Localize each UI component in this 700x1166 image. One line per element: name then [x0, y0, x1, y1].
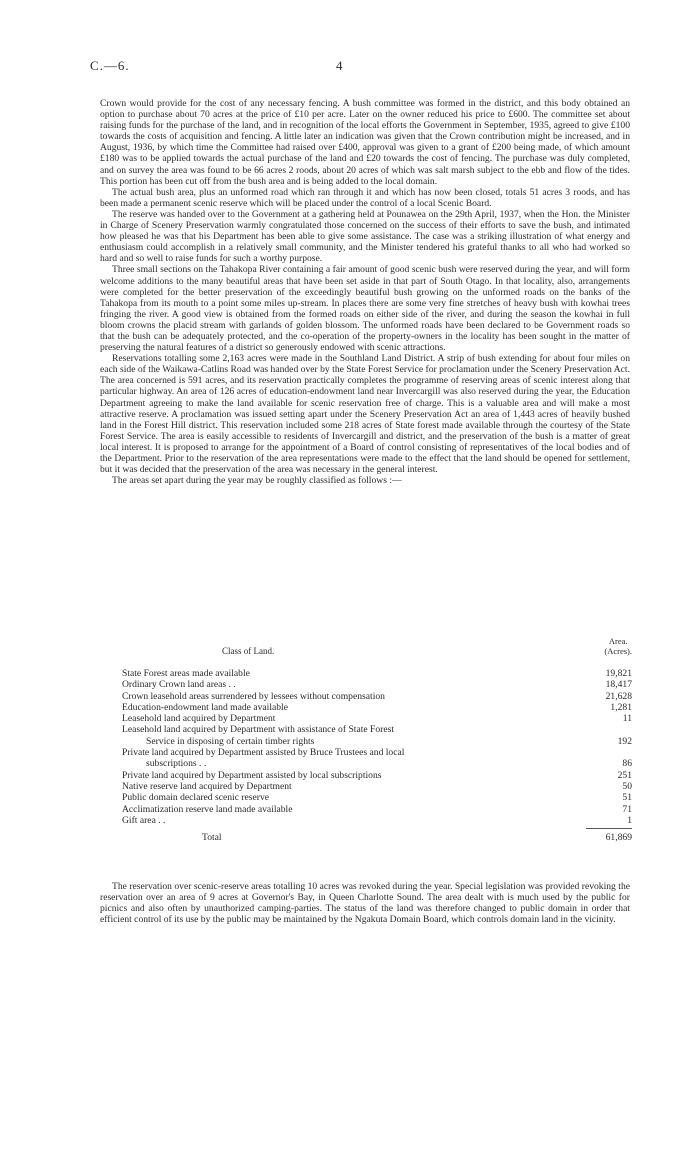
document-reference: C.—6. — [90, 58, 130, 73]
land-class-text: Private land acquired by Department assisted by Bruce Trustees and local — [122, 747, 405, 759]
land-class-text: Crown leasehold areas surrendered by lessees without compensation — [122, 690, 385, 702]
table-row — [122, 815, 632, 826]
area-value: 51 — [622, 792, 632, 804]
area-value: 18,417 — [605, 679, 632, 691]
table-row — [122, 804, 632, 815]
page-number: 4 — [336, 58, 343, 73]
land-class-text-continued: subscriptions . . — [146, 758, 207, 770]
paragraph-1: Crown would provide for the cost of any necessary fencing. A bush committee was formed in the district, and this body obtained an option to purchase about 70 acres at the price of £10 per acre. Later on the owner reduced his price to £600. The committee set about raising funds for the purchase of the land, and in recognition of the local efforts the Government in September, 1935, agreed to give £100 towards the costs of acquisition and fencing. A little later an indication was given that the Crown contribution might be increased, and in August, 1936, by which time the Committee had raised over £400, approval was given to a grant of £200 being made, of which amount £180 was to be applied towards the actual purchase of the land and £20 towards the cost of fencing. The purchase was duly completed, and on survey the area was found to be 66 acres 2 roods, about 20 acres of which was salt marsh subject to the ebb and flow of the tides. This portion has been cut off from the bush area and is being added to the local domain. — [100, 98, 630, 187]
area-value: 71 — [622, 803, 632, 815]
land-class-text: Public domain declared scenic reserve — [122, 792, 270, 804]
land-class-label — [122, 679, 236, 690]
area-value: 1,281 — [610, 701, 632, 713]
table-rows — [122, 668, 632, 826]
table-row — [122, 724, 632, 747]
land-class-label — [122, 691, 385, 702]
land-class-text: Native reserve land acquired by Department — [122, 780, 292, 792]
area-heading-unit: (Acres). — [604, 645, 632, 656]
table-row — [122, 668, 632, 679]
land-class-label — [122, 713, 275, 724]
paragraph-5: Reservations totalling some 2,163 acres were made in the Southland Land District. A strip of bush extending for about four miles on each side of the Waikawa-Catlins Road was handed over by the State Forest Service for proclamation under the Scenery Preservation Act. The area concerned is 591 acres, and its reservation practically completes the programme of reserving areas of scenic interest along that particular highway. An area of 126 acres of education-endowment land near Invercargill was also reserved during the year, the Education Department agreeing to make the land available for scenic reservation free of charge. This is a valuable area and will make a most attractive reserve. A proclamation was issued setting apart under the Scenery Preservation Act an area of 1,443 acres of heavily bushed land in the Forest Hill district. This reservation included some 218 acres of State forest made available through the courtesy of the State Forest Service. The area is easily accessible to residents of Invercargill and district, and the preservation of the bush is a matter of great local interest. It is proposed to arrange for the appointment of a Board of control consisting of representatives of the local bodies and of the Department. Prior to the reservation of the area representations were made to the effect that the land should be opened for settlement, but it was decided that the preservation of the area was necessary in the general interest. — [100, 353, 630, 476]
area-value: 19,821 — [605, 668, 632, 679]
total-row — [122, 832, 632, 843]
body-text — [100, 98, 630, 486]
land-class-text-continued: Service in disposing of certain timber rights — [146, 735, 315, 747]
land-classification-table — [122, 636, 632, 844]
total-label: Total — [202, 832, 222, 844]
table-row — [122, 792, 632, 803]
table-row — [122, 747, 632, 770]
area-heading-label: Area. — [608, 636, 628, 646]
table-row — [122, 713, 632, 724]
area-value: 251 — [617, 769, 632, 781]
area-value: 1 — [627, 814, 632, 826]
table-header — [122, 636, 632, 668]
area-value: 192 — [617, 735, 632, 747]
area-value: 21,628 — [605, 690, 632, 702]
paragraph-2: The actual bush area, plus an unformed road which ran through it and which has now been closed, totals 51 acres 3 roods, and has been made a permanent scenic reserve which will be placed under the control of a local Scenic Board. — [100, 186, 630, 209]
closing-paragraph: The reservation over scenic-reserve areas totalling 10 acres was revoked during the year. Special legislation was provided revoking the reservation over an area of 9 acres at Governor's Bay, in Queen Charlotte Sound. The area dealt with is much used by the public for picnics and also often by unauthorized camping-parties. The status of the land was therefore changed to public domain in order that efficient control of its use by the public may be maintained by the Ngakuta Domain Board, which controls domain land in the vicinity. — [100, 881, 630, 926]
land-class-label — [122, 724, 527, 746]
land-class-text: Leasehold land acquired by Department — [122, 713, 276, 725]
table-row — [122, 702, 632, 713]
land-class-label — [122, 668, 250, 679]
land-class-text: Ordinary Crown land areas . . — [122, 679, 236, 691]
table-row — [122, 691, 632, 702]
paragraph-3: The reserve was handed over to the Government at a gathering held at Pounawea on the 29th April, 1937, when the Hon. the Minister in Charge of Scenery Preservation warmly congratulated those concerned on the success of their efforts to save the bush, and intimated how pleased he was that his Department has been able to give some assistance. The case was a striking illustration of what energy and enthusiasm could accomplish in a relatively small community, and the Minister tendered his grateful thanks to all who had worked so hard and so well to raise funds for such a worthy purpose. — [100, 208, 630, 265]
table-row — [122, 679, 632, 690]
land-class-label — [122, 702, 288, 713]
land-class-text: Gift area . . — [122, 814, 166, 826]
class-of-land-heading: Class of Land. — [222, 646, 275, 656]
total-value: 61,869 — [605, 832, 632, 844]
land-class-text: Acclimatization reserve land made available — [122, 803, 293, 815]
area-value: 86 — [622, 758, 632, 770]
land-class-label — [122, 815, 165, 826]
land-class-text: Private land acquired by Department assisted by local subscriptions — [122, 769, 382, 781]
closing-text — [100, 881, 630, 925]
area-value: 50 — [622, 780, 632, 792]
table-row — [122, 770, 632, 781]
land-class-text: Leasehold land acquired by Department with assistance of State Forest — [122, 724, 395, 736]
land-class-label — [122, 747, 527, 769]
paragraph-6: The areas set apart during the year may be roughly classified as follows :— — [112, 475, 402, 487]
land-class-label — [122, 792, 269, 803]
area-value: 11 — [622, 713, 632, 725]
table-row — [122, 781, 632, 792]
land-class-label — [122, 781, 292, 792]
paragraph-4: Three small sections on the Tahakopa River containing a fair amount of good scenic bush were reserved during the year, and will form welcome additions to the many beautiful areas that have been set aside in that part of South Otago. In that locality, also, arrangements were completed for the better preservation of the exceedingly beautiful bush growing on the unformed roads on the banks of the Tahakopa from its mouth to a point some miles up-stream. In places there are some very fine stretches of heavy bush with kowhai trees fringing the river. A good view is obtained from the formed roads on either side of the river, and during the season the kowhai in full bloom crowns the placid stream with garlands of golden blossom. The unformed roads have been declared to be Government roads so that the bush can be adequately protected, and the co-operation of the property-owners in the locality has been sought in the matter of preserving the natural features of a district so generously endowed with scenic attractions. — [100, 264, 630, 354]
land-class-label — [122, 770, 382, 781]
land-class-text: Education-endowment land made available — [122, 701, 288, 713]
area-heading — [604, 637, 632, 656]
land-class-label — [122, 804, 292, 815]
land-class-text: State Forest areas made available — [122, 668, 250, 679]
